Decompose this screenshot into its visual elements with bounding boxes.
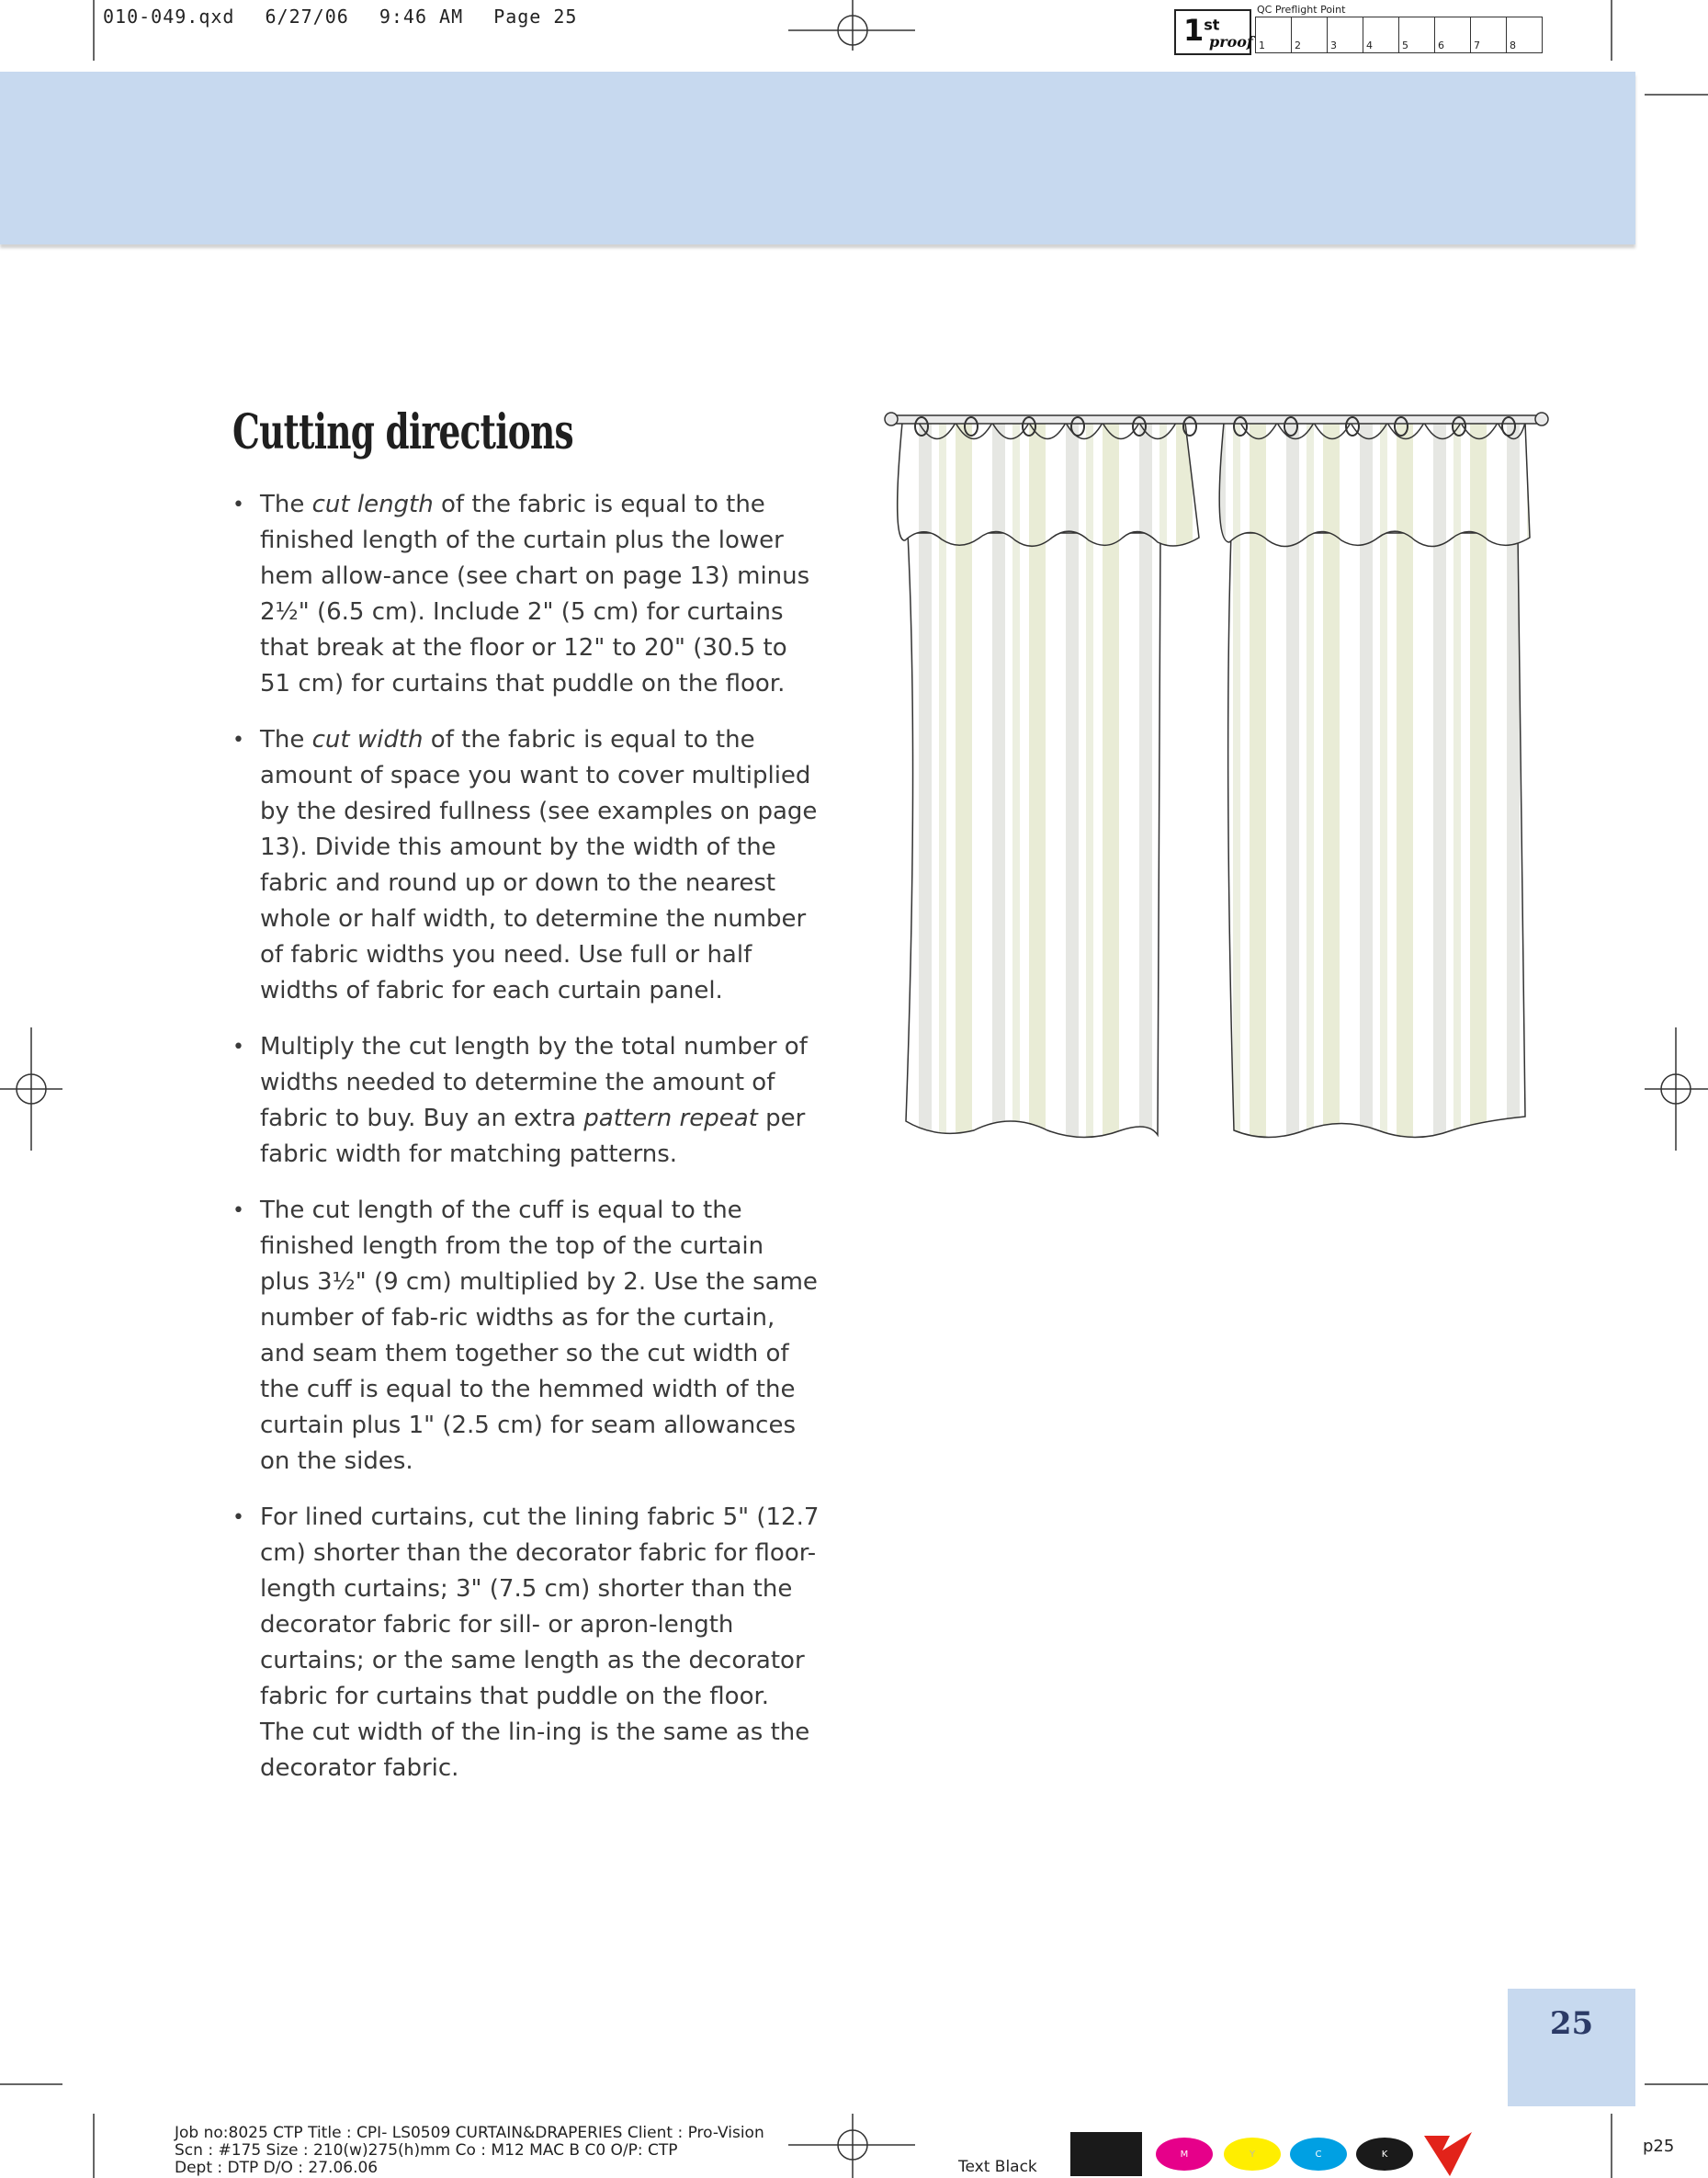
slug-time: 9:46 AM [379,6,464,28]
slug-file: 010-049.qxd [103,6,235,28]
proof-number: 1 [1183,13,1205,48]
job-line-2: Scn : #175 Size : 210(w)275(h)mm Co : M12 MAC B C0 O/P: CTP [175,2141,678,2160]
proof-word: proof [1209,33,1253,51]
page-number-tab [1508,1989,1635,2106]
qc-cell: 3 [1328,17,1363,52]
qc-cell: 8 [1510,40,1516,51]
section-title: Cutting directions [232,404,573,460]
yellow-swatch: Y [1224,2138,1281,2171]
header-band [0,72,1635,244]
list-item: • The cut length of the cuff is equal to the finished length from the top of the curtain plus 3½" (9 cm) multiplied by 2. Use the same number of fab-ric widths as for the curtain, and seam them together so the cut width of the cuff is equal to the hemmed width of the curtain plus 1" (2.5 cm) for seam allowances on the sides. [232,1193,820,1480]
list-item: • For lined curtains, cut the lining fabric 5" (12.7 cm) shorter than the decorator fabric for floor-length curtains; 3" (7.5 cm) shorter than the decorator fabric for sill- or apron-length curtains; or the same length as the decorator fabric for curtains that puddle on the floor. The cut width of the lin-ing is the same as the decorator fabric. [232,1500,820,1787]
cyan-swatch: C [1290,2138,1347,2171]
qc-cell: 2 [1292,17,1328,52]
qc-grid [1255,17,1543,53]
cutting-directions-list [232,487,820,1807]
curtain-illustration [882,395,1553,1149]
job-line-3: Dept : DTP D/O : 27.06.06 [175,2159,379,2177]
qc-cell: 1 [1256,17,1292,52]
black-swatch [1070,2132,1142,2176]
list-item: • Multiply the cut length by the total number of widths needed to determine the amount of fabric to buy. Buy an extra pattern repeat per fabric width for matching patterns. [232,1029,820,1173]
text-black-label: Text Black [958,2158,1037,2176]
slug-date: 6/27/06 [265,6,349,28]
qc-cell: 7 [1471,17,1507,52]
slug-page: Page 25 [493,6,578,28]
job-line-1: Job no:8025 CTP Title : CPI- LS0509 CURTAIN&DRAPERIES Client : Pro-Vision [175,2124,764,2142]
red-check-mark [1422,2130,1474,2178]
list-item: • The cut length of the fabric is equal to the finished length of the curtain plus the lower hem allow-ance (see chart on page 13) minus 2½" (6.5 cm). Include 2" (5 cm) for curtains that break at the floor or 12" to 20" (30.5 to 51 cm) for curtains that puddle on the floor. [232,487,820,702]
qc-cell: 6 [1435,17,1471,52]
qc-cell: 5 [1399,17,1435,52]
proof-stamp [1174,9,1251,55]
key-swatch: K [1356,2138,1413,2171]
magenta-swatch: M [1156,2138,1213,2171]
qc-cell: 4 [1363,17,1399,52]
qc-label: QC Preflight Point [1257,4,1346,16]
page-reference: p25 [1643,2137,1675,2156]
proof-ordinal: st [1204,16,1220,34]
list-item: • The cut width of the fabric is equal to the amount of space you want to cover multiplied by the desired fullness (see examples on page 13). Divide this amount by the width of the fabric and round up or down to the nearest whole or half width, to determine the number of fabric widths you need. Use full or half widths of fabric for each curtain panel. [232,722,820,1009]
page-number: 25 [1549,2005,1594,2042]
job-info [175,2125,764,2177]
